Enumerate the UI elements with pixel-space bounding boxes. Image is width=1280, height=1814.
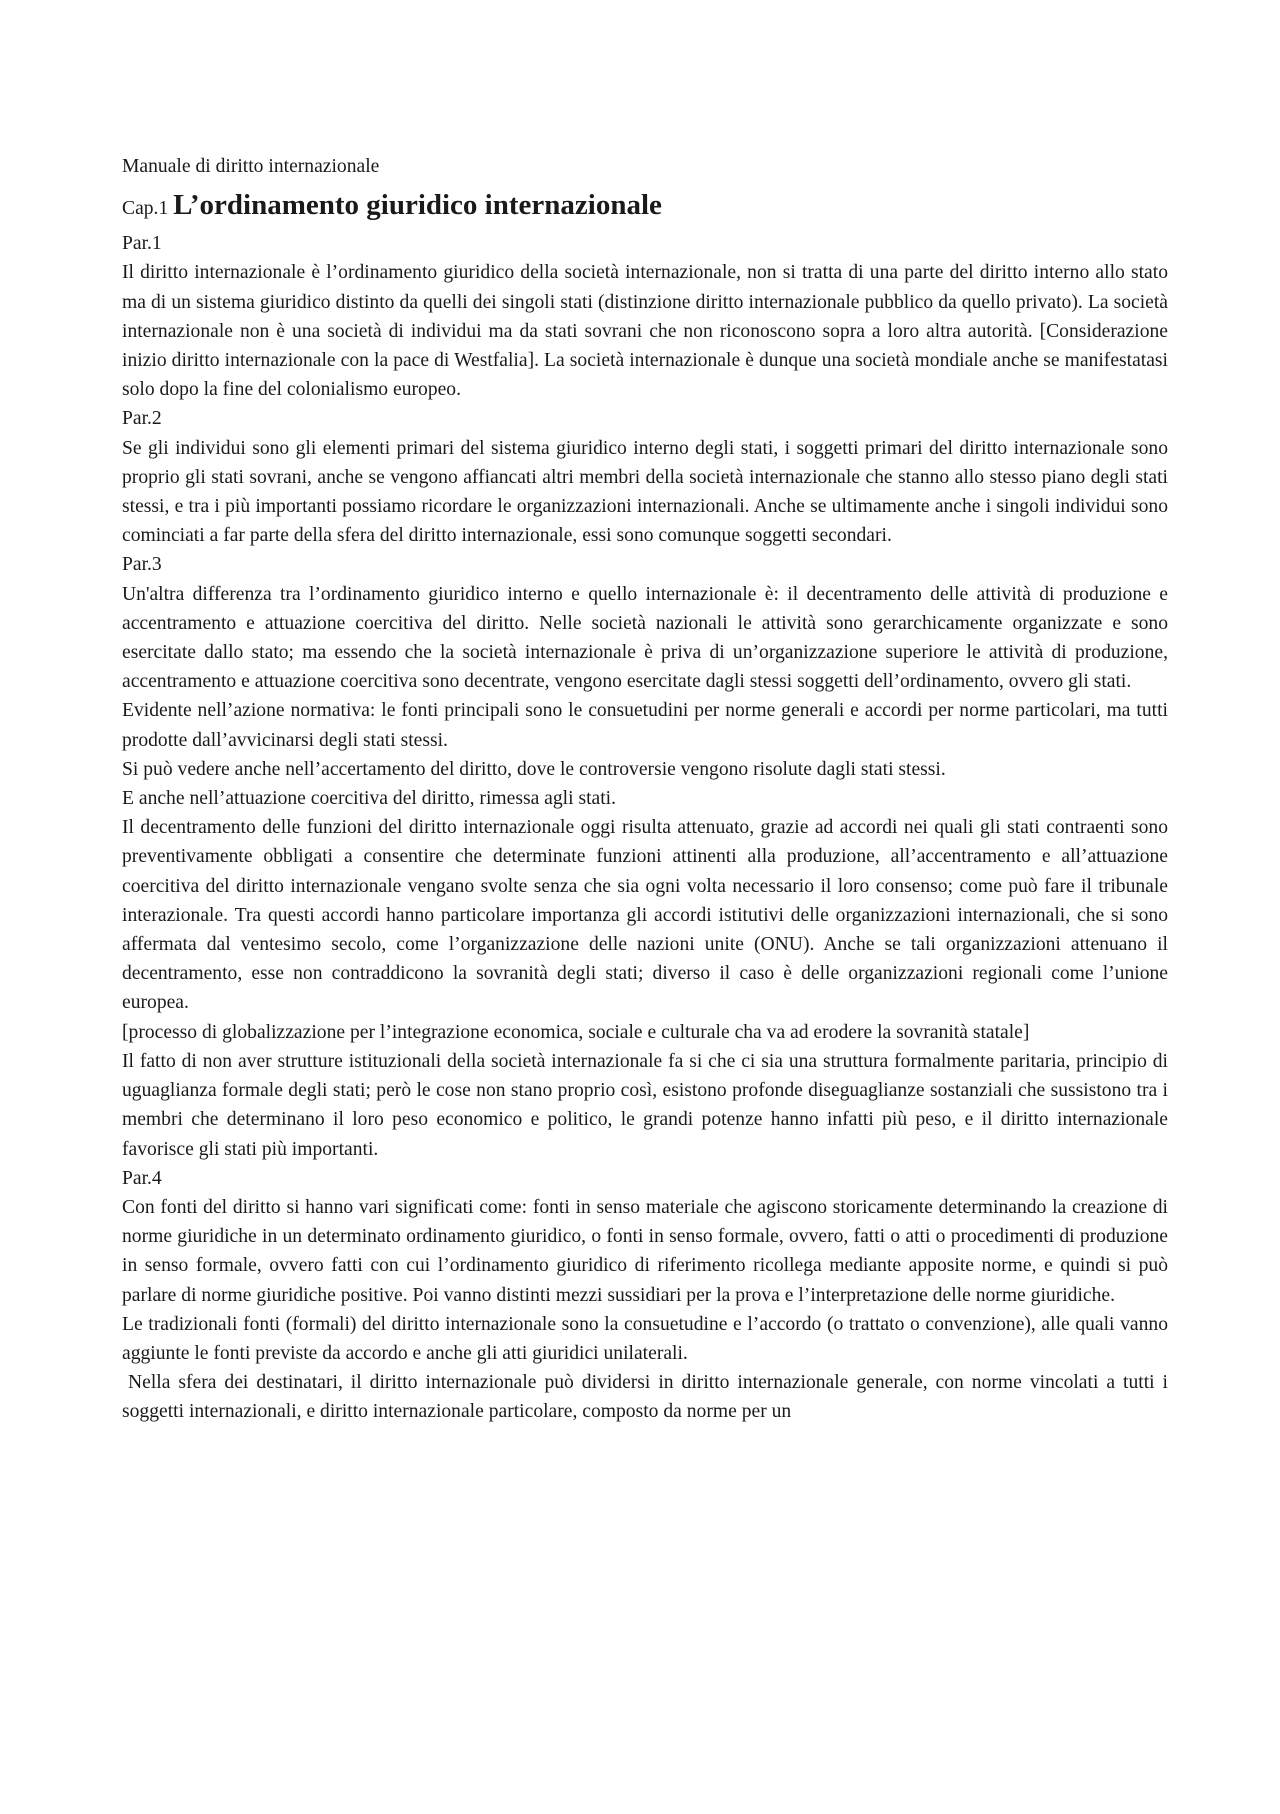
body-paragraph: Si può vedere anche nell’accertamento del diritto, dove le controversie vengono risolute dagli stati stessi. — [122, 758, 946, 780]
document-page — [122, 152, 1168, 1427]
paragraph-label: Par.4 — [122, 1167, 162, 1189]
body-paragraph: Il fatto di non aver strutture istituzionali della società internazionale fa si che ci sia una struttura formalmente paritaria, principio di uguaglianza formale degli stati; però le cose non stano proprio così, esistono profonde diseguaglianze sostanziali che sussistono tra i membri che determinano il loro peso economico e politico, le grandi potenze hanno infatti più peso, e il diritto internazionale favorisce gli stati più importanti. — [122, 1050, 1168, 1160]
body-paragraph: Il diritto internazionale è l’ordinamento giuridico della società internazionale, non si tratta di una parte del diritto interno allo stato ma di un sistema giuridico distinto da quelli dei singoli stati (distinzione diritto internazionale pubblico da quello privato). La società internazionale non è una società di individui ma da stati sovrani che non riconoscono sopra a loro altra autorità. [Considerazione inizio diritto internazionale con la pace di Westfalia]. La società internazionale è dunque una società mondiale anche se manifestatasi solo dopo la fine del colonialismo europeo. — [122, 262, 1168, 401]
body-paragraph: [processo di globalizzazione per l’integrazione economica, sociale e culturale cha va ad erodere la sovranità statale] — [122, 1021, 1030, 1043]
chapter-label: Cap.1 — [122, 198, 169, 220]
paragraph-label: Par.1 — [122, 233, 162, 255]
body-paragraph: Il decentramento delle funzioni del diritto internazionale oggi risulta attenuato, grazie ad accordi nei quali gli stati contraenti sono preventivamente obbligati a consentire che determinate funzioni attinenti alla produzione, all’accentramento e all’attuazione coercitiva del diritto internazionale vengano svolte senza che sia ogni volta necessario il loro consenso; come può fare il tribunale interazionale. Tra questi accordi hanno particolare importanza gli accordi istitutivi delle organizzazioni internazionali, che si sono affermata dal ventesimo secolo, come l’organizzazione delle nazioni unite (ONU). Anche se tali organizzazioni attenuano il decentramento, esse non contraddicono la sovranità degli stati; diverso il caso è delle organizzazioni regionali come l’unione europea. — [122, 817, 1168, 1014]
body-paragraph: Con fonti del diritto si hanno vari significati come: fonti in senso materiale che agiscono storicamente determinando la creazione di norme giuridiche in un determinato ordinamento giuridico, o fonti in senso formale, ovvero, fatti o atti o procedimenti di produzione in senso formale, ovvero fatti con cui l’ordinamento giuridico di riferimento ricollega mediante apposite norme, e quindi si può parlare di norme giuridiche positive. Poi vanno distinti mezzi sussidiari per la prova e l’interpretazione delle norme giuridiche. — [122, 1196, 1168, 1306]
chapter-title: L’ordinamento giuridico internazionale — [173, 189, 662, 222]
body-paragraph: Nella sfera dei destinatari, il diritto internazionale può dividersi in diritto internazionale generale, con norme vincolati a tutti i soggetti internazionali, e diritto internazionale particolare, composto da norme per un — [122, 1372, 1168, 1423]
paragraph-label: Par.3 — [122, 554, 162, 576]
chapter-heading — [122, 185, 1168, 229]
body-paragraph: E anche nell’attuazione coercitiva del diritto, rimessa agli stati. — [122, 788, 617, 810]
body-paragraph: Evidente nell’azione normativa: le fonti principali sono le consuetudini per norme generali e accordi per norme particolari, ma tutti prodotte dall’avvicinarsi degli stati stessi. — [122, 700, 1168, 751]
document-title: Manuale di diritto internazionale — [122, 156, 380, 177]
body-paragraph: Un'altra differenza tra l’ordinamento giuridico interno e quello internazionale è: il decentramento delle attività di produzione e accentramento e attuazione coercitiva del diritto. Nelle società nazionali le attività sono gerarchicamente organizzate e sono esercitate dallo stato; ma essendo che la società internazionale è priva di un’organizzazione superiore le attività di produzione, accentramento e attuazione coercitiva sono decentrate, vengono esercitate dagli stessi soggetti dell’ordinamento, ovvero gli stati. — [122, 583, 1168, 693]
paragraph-label: Par.2 — [122, 408, 162, 430]
body-paragraph: Se gli individui sono gli elementi primari del sistema giuridico interno degli stati, i soggetti primari del diritto internazionale sono proprio gli stati sovrani, anche se vengono affiancati altri membri della società internazionale che stanno allo stesso piano degli stati stessi, e tra i più importanti possiamo ricordare le organizzazioni internazionali. Anche se ultimamente anche i singoli individui sono cominciati a far parte della sfera del diritto internazionale, essi sono comunque soggetti secondari. — [122, 437, 1168, 547]
body-paragraph: Le tradizionali fonti (formali) del diritto internazionale sono la consuetudine e l’accordo (o trattato o convenzione), alle quali vanno aggiunte le fonti previste da accordo e anche gli atti giuridici unilaterali. — [122, 1313, 1168, 1364]
